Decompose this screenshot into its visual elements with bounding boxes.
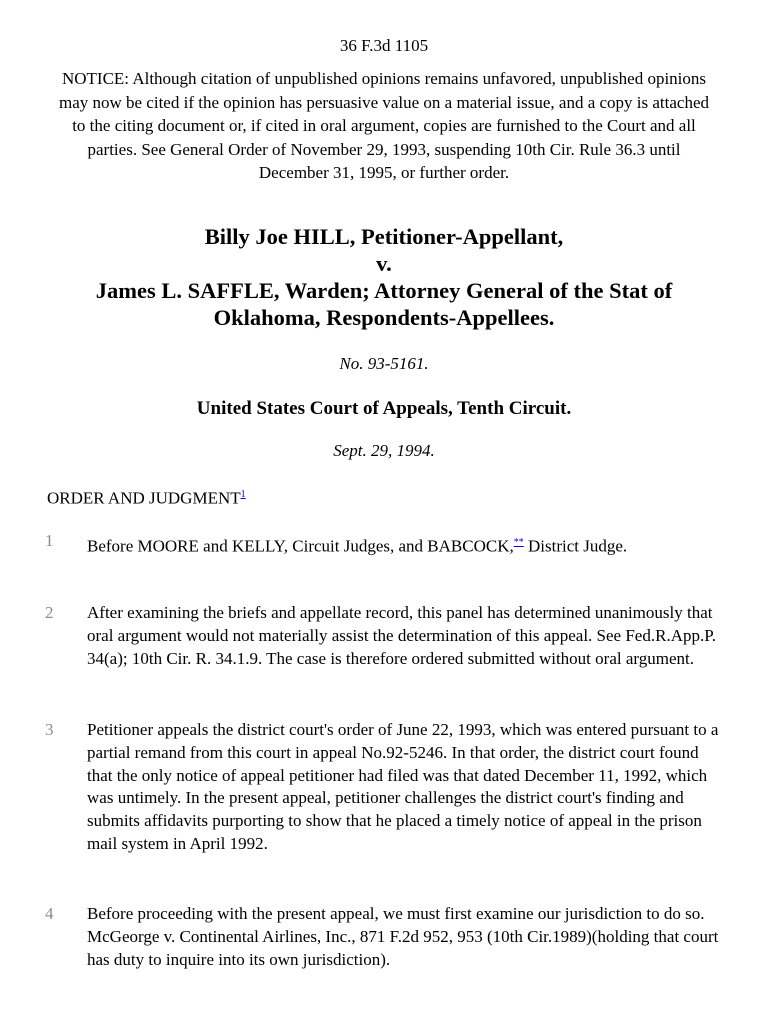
paragraph-number: 4: [45, 904, 54, 923]
paragraph-number: 3: [45, 720, 54, 739]
footnote-link-1[interactable]: 1: [240, 489, 246, 500]
footnote-link-double-asterisk[interactable]: **: [513, 537, 524, 548]
order-heading: [47, 482, 246, 510]
paragraph-text: Petitioner appeals the district court's order of June 22, 1993, which was entered pursuant to a partial remand from this court in appeal No.92-5246. In that order, the district court found that the only notice of appeal petitioner had filed was that dated December 11, 1992, which was untimely. In the present appeal, petitioner challenges the district court's finding and submits affidavits purporting to show that he placed a timely notice of appeal in the prison mail system in April 1992.: [87, 720, 719, 853]
docket-number: No. 93-5161.: [339, 354, 429, 373]
versus-line: v.: [376, 251, 392, 276]
decision-date: Sept. 29, 1994.: [333, 441, 435, 460]
respondent-line: James L. SAFFLE, Warden; Attorney General of the Stat of Oklahoma, Respondents-Appellees.: [95, 278, 673, 330]
petitioner-line: Billy Joe HILL, Petitioner-Appellant,: [204, 224, 564, 249]
court-name: United States Court of Appeals, Tenth Circuit.: [196, 398, 572, 419]
paragraph-text-before: Before MOORE and KELLY, Circuit Judges, and BABCOCK,: [87, 536, 514, 556]
paragraph-number: 2: [45, 603, 54, 622]
citation: 36 F.3d 1105: [339, 36, 429, 55]
case-caption: [40, 223, 728, 331]
paragraph-text: Before proceeding with the present appeal, we must first examine our jurisdiction to do so. McGeorge v. Continental Airlines, Inc., 871 F.2d 952, 953 (10th Cir.1989)(holding that court has duty to inquire into its own jurisdiction).: [87, 904, 719, 969]
paragraph-text: After examining the briefs and appellate record, this panel has determined unanimously that oral argument would not materially assist the determination of this appeal. See Fed.R.App.P. 34(a); 10th Cir. R. 34.1.9. The case is therefore ordered submitted without oral argument.: [87, 603, 717, 668]
paragraph-number: 1: [45, 531, 54, 550]
paragraph-text-after: District Judge.: [523, 536, 628, 556]
unpublished-opinion-notice: NOTICE: Although citation of unpublished opinions remains unfavored, unpublished opinions may now be cited if the opinion has persuasive value on a material issue, and a copy is attached to the citing document or, if cited in oral argument, copies are furnished to the Court and all parties. See General Order of November 29, 1993, suspending 10th Cir. Rule 36.3 until December 31, 1995, or further order.: [58, 69, 710, 183]
paragraph-text: [87, 530, 727, 558]
order-heading-text: ORDER AND JUDGMENT: [47, 488, 241, 508]
